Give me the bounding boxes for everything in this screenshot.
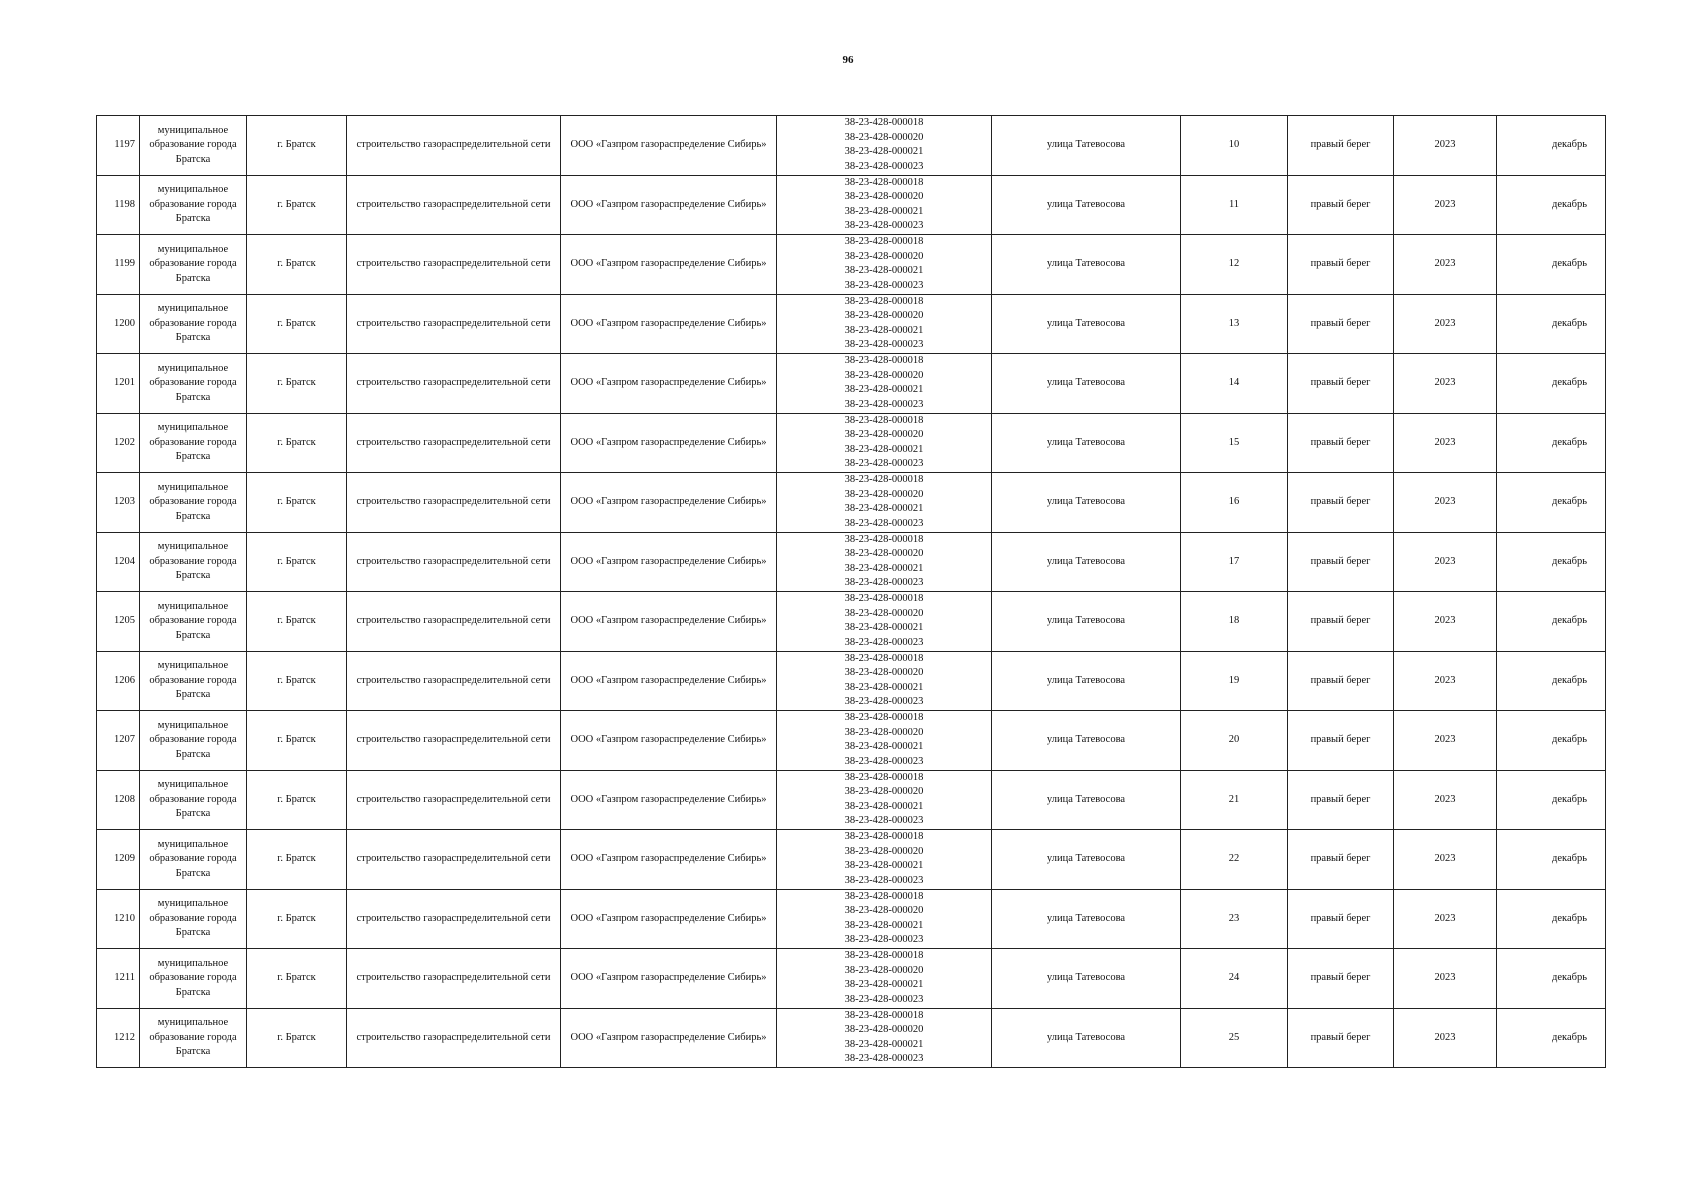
city-cell: г. Братск bbox=[247, 116, 347, 176]
organization-cell: ООО «Газпром газораспределение Сибирь» bbox=[561, 651, 777, 711]
year-cell: 2023 bbox=[1394, 473, 1497, 533]
organization-cell: ООО «Газпром газораспределение Сибирь» bbox=[561, 235, 777, 295]
month-cell: декабрь bbox=[1497, 830, 1606, 890]
month-cell: декабрь bbox=[1497, 711, 1606, 771]
street-cell: улица Татевосова bbox=[992, 354, 1181, 414]
river-bank-cell: правый берег bbox=[1288, 294, 1394, 354]
year-cell: 2023 bbox=[1394, 294, 1497, 354]
cadastral-code: 38-23-428-000020 bbox=[844, 964, 924, 976]
river-bank-cell: правый берег bbox=[1288, 175, 1394, 235]
cadastral-code: 38-23-428-000018 bbox=[844, 176, 924, 188]
municipality-cell: муниципальное образование города Братска bbox=[140, 294, 247, 354]
cadastral-codes-cell bbox=[777, 532, 992, 592]
table-row bbox=[97, 473, 1606, 533]
cadastral-code: 38-23-428-000023 bbox=[844, 458, 924, 470]
river-bank-cell: правый берег bbox=[1288, 1008, 1394, 1068]
cadastral-code: 38-23-428-000021 bbox=[844, 1038, 924, 1050]
house-number-cell: 10 bbox=[1181, 116, 1288, 176]
river-bank-cell: правый берег bbox=[1288, 889, 1394, 949]
year-cell: 2023 bbox=[1394, 116, 1497, 176]
row-number: 1208 bbox=[97, 770, 140, 830]
municipality-cell: муниципальное образование города Братска bbox=[140, 235, 247, 295]
house-number-cell: 21 bbox=[1181, 770, 1288, 830]
cadastral-code: 38-23-428-000023 bbox=[844, 398, 924, 410]
cadastral-code: 38-23-428-000020 bbox=[844, 310, 924, 322]
cadastral-code: 38-23-428-000020 bbox=[844, 488, 924, 500]
organization-cell: ООО «Газпром газораспределение Сибирь» bbox=[561, 949, 777, 1009]
cadastral-code: 38-23-428-000018 bbox=[844, 831, 924, 843]
cadastral-code: 38-23-428-000018 bbox=[844, 593, 924, 605]
river-bank-cell: правый берег bbox=[1288, 235, 1394, 295]
month-cell: декабрь bbox=[1497, 175, 1606, 235]
city-cell: г. Братск bbox=[247, 592, 347, 652]
row-number: 1211 bbox=[97, 949, 140, 1009]
cadastral-code: 38-23-428-000023 bbox=[844, 696, 924, 708]
river-bank-cell: правый берег bbox=[1288, 473, 1394, 533]
table-row bbox=[97, 592, 1606, 652]
cadastral-codes-cell bbox=[777, 1008, 992, 1068]
house-number-cell: 25 bbox=[1181, 1008, 1288, 1068]
street-cell: улица Татевосова bbox=[992, 473, 1181, 533]
organization-cell: ООО «Газпром газораспределение Сибирь» bbox=[561, 473, 777, 533]
cadastral-code: 38-23-428-000020 bbox=[844, 607, 924, 619]
table-row bbox=[97, 1008, 1606, 1068]
river-bank-cell: правый берег bbox=[1288, 532, 1394, 592]
cadastral-code: 38-23-428-000020 bbox=[844, 905, 924, 917]
cadastral-code: 38-23-428-000018 bbox=[844, 712, 924, 724]
river-bank-cell: правый берег bbox=[1288, 830, 1394, 890]
city-cell: г. Братск bbox=[247, 235, 347, 295]
work-type-cell: строительство газораспределительной сети bbox=[347, 592, 561, 652]
cadastral-code: 38-23-428-000023 bbox=[844, 755, 924, 767]
house-number-cell: 17 bbox=[1181, 532, 1288, 592]
cadastral-code: 38-23-428-000020 bbox=[844, 845, 924, 857]
river-bank-cell: правый берег bbox=[1288, 949, 1394, 1009]
table-row bbox=[97, 354, 1606, 414]
municipality-cell: муниципальное образование города Братска bbox=[140, 473, 247, 533]
cadastral-code: 38-23-428-000023 bbox=[844, 577, 924, 589]
organization-cell: ООО «Газпром газораспределение Сибирь» bbox=[561, 770, 777, 830]
cadastral-codes-cell bbox=[777, 651, 992, 711]
cadastral-code: 38-23-428-000023 bbox=[844, 874, 924, 886]
street-cell: улица Татевосова bbox=[992, 770, 1181, 830]
cadastral-code: 38-23-428-000018 bbox=[844, 533, 924, 545]
river-bank-cell: правый берег bbox=[1288, 651, 1394, 711]
cadastral-code: 38-23-428-000021 bbox=[844, 443, 924, 455]
month-cell: декабрь bbox=[1497, 473, 1606, 533]
table-row bbox=[97, 651, 1606, 711]
work-type-cell: строительство газораспределительной сети bbox=[347, 116, 561, 176]
city-cell: г. Братск bbox=[247, 294, 347, 354]
month-cell: декабрь bbox=[1497, 592, 1606, 652]
house-number-cell: 23 bbox=[1181, 889, 1288, 949]
street-cell: улица Татевосова bbox=[992, 592, 1181, 652]
year-cell: 2023 bbox=[1394, 770, 1497, 830]
cadastral-code: 38-23-428-000020 bbox=[844, 191, 924, 203]
year-cell: 2023 bbox=[1394, 830, 1497, 890]
year-cell: 2023 bbox=[1394, 235, 1497, 295]
row-number: 1207 bbox=[97, 711, 140, 771]
cadastral-code: 38-23-428-000020 bbox=[844, 1024, 924, 1036]
municipality-cell: муниципальное образование города Братска bbox=[140, 175, 247, 235]
cadastral-code: 38-23-428-000018 bbox=[844, 355, 924, 367]
table-row bbox=[97, 889, 1606, 949]
cadastral-codes-cell bbox=[777, 770, 992, 830]
table-row bbox=[97, 116, 1606, 176]
cadastral-code: 38-23-428-000021 bbox=[844, 562, 924, 574]
city-cell: г. Братск bbox=[247, 175, 347, 235]
work-type-cell: строительство газораспределительной сети bbox=[347, 830, 561, 890]
city-cell: г. Братск bbox=[247, 889, 347, 949]
municipality-cell: муниципальное образование города Братска bbox=[140, 711, 247, 771]
table-row bbox=[97, 413, 1606, 473]
work-type-cell: строительство газораспределительной сети bbox=[347, 949, 561, 1009]
cadastral-code: 38-23-428-000023 bbox=[844, 934, 924, 946]
city-cell: г. Братск bbox=[247, 651, 347, 711]
work-type-cell: строительство газораспределительной сети bbox=[347, 770, 561, 830]
row-number: 1202 bbox=[97, 413, 140, 473]
cadastral-code: 38-23-428-000021 bbox=[844, 741, 924, 753]
organization-cell: ООО «Газпром газораспределение Сибирь» bbox=[561, 116, 777, 176]
table-row bbox=[97, 949, 1606, 1009]
cadastral-code: 38-23-428-000023 bbox=[844, 815, 924, 827]
month-cell: декабрь bbox=[1497, 532, 1606, 592]
month-cell: декабрь bbox=[1497, 116, 1606, 176]
municipality-cell: муниципальное образование города Братска bbox=[140, 889, 247, 949]
cadastral-code: 38-23-428-000021 bbox=[844, 622, 924, 634]
house-number-cell: 22 bbox=[1181, 830, 1288, 890]
municipality-cell: муниципальное образование города Братска bbox=[140, 1008, 247, 1068]
street-cell: улица Татевосова bbox=[992, 175, 1181, 235]
year-cell: 2023 bbox=[1394, 532, 1497, 592]
cadastral-code: 38-23-428-000021 bbox=[844, 800, 924, 812]
municipality-cell: муниципальное образование города Братска bbox=[140, 532, 247, 592]
row-number: 1201 bbox=[97, 354, 140, 414]
cadastral-code: 38-23-428-000018 bbox=[844, 950, 924, 962]
organization-cell: ООО «Газпром газораспределение Сибирь» bbox=[561, 889, 777, 949]
street-cell: улица Татевосова bbox=[992, 949, 1181, 1009]
city-cell: г. Братск bbox=[247, 711, 347, 771]
house-number-cell: 12 bbox=[1181, 235, 1288, 295]
cadastral-code: 38-23-428-000020 bbox=[844, 369, 924, 381]
cadastral-code: 38-23-428-000020 bbox=[844, 250, 924, 262]
street-cell: улица Татевосова bbox=[992, 294, 1181, 354]
year-cell: 2023 bbox=[1394, 711, 1497, 771]
municipality-cell: муниципальное образование города Братска bbox=[140, 354, 247, 414]
municipality-cell: муниципальное образование города Братска bbox=[140, 413, 247, 473]
work-type-cell: строительство газораспределительной сети bbox=[347, 175, 561, 235]
year-cell: 2023 bbox=[1394, 651, 1497, 711]
year-cell: 2023 bbox=[1394, 354, 1497, 414]
cadastral-code: 38-23-428-000023 bbox=[844, 517, 924, 529]
house-number-cell: 16 bbox=[1181, 473, 1288, 533]
work-type-cell: строительство газораспределительной сети bbox=[347, 889, 561, 949]
cadastral-code: 38-23-428-000018 bbox=[844, 236, 924, 248]
table-row bbox=[97, 711, 1606, 771]
month-cell: декабрь bbox=[1497, 1008, 1606, 1068]
month-cell: декабрь bbox=[1497, 413, 1606, 473]
cadastral-code: 38-23-428-000023 bbox=[844, 160, 924, 172]
table-row bbox=[97, 235, 1606, 295]
gasification-schedule-table bbox=[96, 115, 1606, 1068]
city-cell: г. Братск bbox=[247, 532, 347, 592]
city-cell: г. Братск bbox=[247, 473, 347, 533]
cadastral-code: 38-23-428-000020 bbox=[844, 667, 924, 679]
cadastral-code: 38-23-428-000021 bbox=[844, 860, 924, 872]
work-type-cell: строительство газораспределительной сети bbox=[347, 532, 561, 592]
organization-cell: ООО «Газпром газораспределение Сибирь» bbox=[561, 354, 777, 414]
cadastral-code: 38-23-428-000021 bbox=[844, 919, 924, 931]
cadastral-code: 38-23-428-000023 bbox=[844, 636, 924, 648]
month-cell: декабрь bbox=[1497, 949, 1606, 1009]
house-number-cell: 14 bbox=[1181, 354, 1288, 414]
street-cell: улица Татевосова bbox=[992, 830, 1181, 890]
cadastral-code: 38-23-428-000023 bbox=[844, 1053, 924, 1065]
work-type-cell: строительство газораспределительной сети bbox=[347, 1008, 561, 1068]
cadastral-code: 38-23-428-000021 bbox=[844, 324, 924, 336]
row-number: 1212 bbox=[97, 1008, 140, 1068]
organization-cell: ООО «Газпром газораспределение Сибирь» bbox=[561, 1008, 777, 1068]
city-cell: г. Братск bbox=[247, 1008, 347, 1068]
city-cell: г. Братск bbox=[247, 770, 347, 830]
cadastral-codes-cell bbox=[777, 354, 992, 414]
street-cell: улица Татевосова bbox=[992, 532, 1181, 592]
cadastral-codes-cell bbox=[777, 711, 992, 771]
organization-cell: ООО «Газпром газораспределение Сибирь» bbox=[561, 830, 777, 890]
row-number: 1205 bbox=[97, 592, 140, 652]
municipality-cell: муниципальное образование города Братска bbox=[140, 949, 247, 1009]
organization-cell: ООО «Газпром газораспределение Сибирь» bbox=[561, 413, 777, 473]
table-row bbox=[97, 294, 1606, 354]
city-cell: г. Братск bbox=[247, 830, 347, 890]
river-bank-cell: правый берег bbox=[1288, 770, 1394, 830]
house-number-cell: 24 bbox=[1181, 949, 1288, 1009]
house-number-cell: 11 bbox=[1181, 175, 1288, 235]
month-cell: декабрь bbox=[1497, 651, 1606, 711]
table-row bbox=[97, 175, 1606, 235]
work-type-cell: строительство газораспределительной сети bbox=[347, 473, 561, 533]
street-cell: улица Татевосова bbox=[992, 413, 1181, 473]
work-type-cell: строительство газораспределительной сети bbox=[347, 651, 561, 711]
house-number-cell: 20 bbox=[1181, 711, 1288, 771]
work-type-cell: строительство газораспределительной сети bbox=[347, 711, 561, 771]
municipality-cell: муниципальное образование города Братска bbox=[140, 116, 247, 176]
year-cell: 2023 bbox=[1394, 889, 1497, 949]
cadastral-code: 38-23-428-000020 bbox=[844, 726, 924, 738]
cadastral-code: 38-23-428-000018 bbox=[844, 652, 924, 664]
year-cell: 2023 bbox=[1394, 413, 1497, 473]
cadastral-code: 38-23-428-000021 bbox=[844, 384, 924, 396]
table-row bbox=[97, 532, 1606, 592]
year-cell: 2023 bbox=[1394, 592, 1497, 652]
street-cell: улица Татевосова bbox=[992, 889, 1181, 949]
cadastral-codes-cell bbox=[777, 235, 992, 295]
cadastral-code: 38-23-428-000018 bbox=[844, 474, 924, 486]
cadastral-code: 38-23-428-000018 bbox=[844, 414, 924, 426]
row-number: 1210 bbox=[97, 889, 140, 949]
street-cell: улица Татевосова bbox=[992, 116, 1181, 176]
cadastral-codes-cell bbox=[777, 473, 992, 533]
cadastral-code: 38-23-428-000021 bbox=[844, 979, 924, 991]
house-number-cell: 13 bbox=[1181, 294, 1288, 354]
year-cell: 2023 bbox=[1394, 1008, 1497, 1068]
month-cell: декабрь bbox=[1497, 770, 1606, 830]
river-bank-cell: правый берег bbox=[1288, 413, 1394, 473]
cadastral-code: 38-23-428-000020 bbox=[844, 548, 924, 560]
cadastral-code: 38-23-428-000021 bbox=[844, 146, 924, 158]
row-number: 1199 bbox=[97, 235, 140, 295]
municipality-cell: муниципальное образование города Братска bbox=[140, 592, 247, 652]
cadastral-code: 38-23-428-000018 bbox=[844, 1009, 924, 1021]
organization-cell: ООО «Газпром газораспределение Сибирь» bbox=[561, 175, 777, 235]
house-number-cell: 18 bbox=[1181, 592, 1288, 652]
cadastral-codes-cell bbox=[777, 413, 992, 473]
work-type-cell: строительство газораспределительной сети bbox=[347, 235, 561, 295]
cadastral-codes-cell bbox=[777, 175, 992, 235]
cadastral-codes-cell bbox=[777, 116, 992, 176]
municipality-cell: муниципальное образование города Братска bbox=[140, 651, 247, 711]
cadastral-code: 38-23-428-000023 bbox=[844, 993, 924, 1005]
month-cell: декабрь bbox=[1497, 889, 1606, 949]
street-cell: улица Татевосова bbox=[992, 1008, 1181, 1068]
page-number: 96 bbox=[842, 54, 854, 66]
street-cell: улица Татевосова bbox=[992, 235, 1181, 295]
table-row bbox=[97, 830, 1606, 890]
row-number: 1197 bbox=[97, 116, 140, 176]
cadastral-code: 38-23-428-000018 bbox=[844, 890, 924, 902]
river-bank-cell: правый берег bbox=[1288, 592, 1394, 652]
municipality-cell: муниципальное образование города Братска bbox=[140, 770, 247, 830]
city-cell: г. Братск bbox=[247, 949, 347, 1009]
organization-cell: ООО «Газпром газораспределение Сибирь» bbox=[561, 532, 777, 592]
row-number: 1200 bbox=[97, 294, 140, 354]
house-number-cell: 15 bbox=[1181, 413, 1288, 473]
work-type-cell: строительство газораспределительной сети bbox=[347, 354, 561, 414]
cadastral-code: 38-23-428-000021 bbox=[844, 205, 924, 217]
river-bank-cell: правый берег bbox=[1288, 116, 1394, 176]
cadastral-code: 38-23-428-000020 bbox=[844, 429, 924, 441]
organization-cell: ООО «Газпром газораспределение Сибирь» bbox=[561, 294, 777, 354]
row-number: 1206 bbox=[97, 651, 140, 711]
row-number: 1198 bbox=[97, 175, 140, 235]
cadastral-code: 38-23-428-000023 bbox=[844, 339, 924, 351]
municipality-cell: муниципальное образование города Братска bbox=[140, 830, 247, 890]
cadastral-codes-cell bbox=[777, 294, 992, 354]
month-cell: декабрь bbox=[1497, 354, 1606, 414]
cadastral-code: 38-23-428-000018 bbox=[844, 117, 924, 129]
row-number: 1209 bbox=[97, 830, 140, 890]
cadastral-code: 38-23-428-000020 bbox=[844, 131, 924, 143]
work-type-cell: строительство газораспределительной сети bbox=[347, 294, 561, 354]
cadastral-code: 38-23-428-000023 bbox=[844, 279, 924, 291]
house-number-cell: 19 bbox=[1181, 651, 1288, 711]
cadastral-codes-cell bbox=[777, 889, 992, 949]
year-cell: 2023 bbox=[1394, 949, 1497, 1009]
organization-cell: ООО «Газпром газораспределение Сибирь» bbox=[561, 711, 777, 771]
cadastral-code: 38-23-428-000021 bbox=[844, 681, 924, 693]
cadastral-codes-cell bbox=[777, 830, 992, 890]
organization-cell: ООО «Газпром газораспределение Сибирь» bbox=[561, 592, 777, 652]
year-cell: 2023 bbox=[1394, 175, 1497, 235]
cadastral-code: 38-23-428-000018 bbox=[844, 295, 924, 307]
work-type-cell: строительство газораспределительной сети bbox=[347, 413, 561, 473]
river-bank-cell: правый берег bbox=[1288, 354, 1394, 414]
city-cell: г. Братск bbox=[247, 354, 347, 414]
month-cell: декабрь bbox=[1497, 235, 1606, 295]
cadastral-code: 38-23-428-000021 bbox=[844, 265, 924, 277]
cadastral-code: 38-23-428-000018 bbox=[844, 771, 924, 783]
month-cell: декабрь bbox=[1497, 294, 1606, 354]
table-body bbox=[97, 116, 1606, 1068]
cadastral-code: 38-23-428-000021 bbox=[844, 503, 924, 515]
row-number: 1204 bbox=[97, 532, 140, 592]
river-bank-cell: правый берег bbox=[1288, 711, 1394, 771]
city-cell: г. Братск bbox=[247, 413, 347, 473]
street-cell: улица Татевосова bbox=[992, 651, 1181, 711]
cadastral-code: 38-23-428-000023 bbox=[844, 220, 924, 232]
cadastral-code: 38-23-428-000020 bbox=[844, 786, 924, 798]
cadastral-codes-cell bbox=[777, 949, 992, 1009]
row-number: 1203 bbox=[97, 473, 140, 533]
street-cell: улица Татевосова bbox=[992, 711, 1181, 771]
table-row bbox=[97, 770, 1606, 830]
cadastral-codes-cell bbox=[777, 592, 992, 652]
